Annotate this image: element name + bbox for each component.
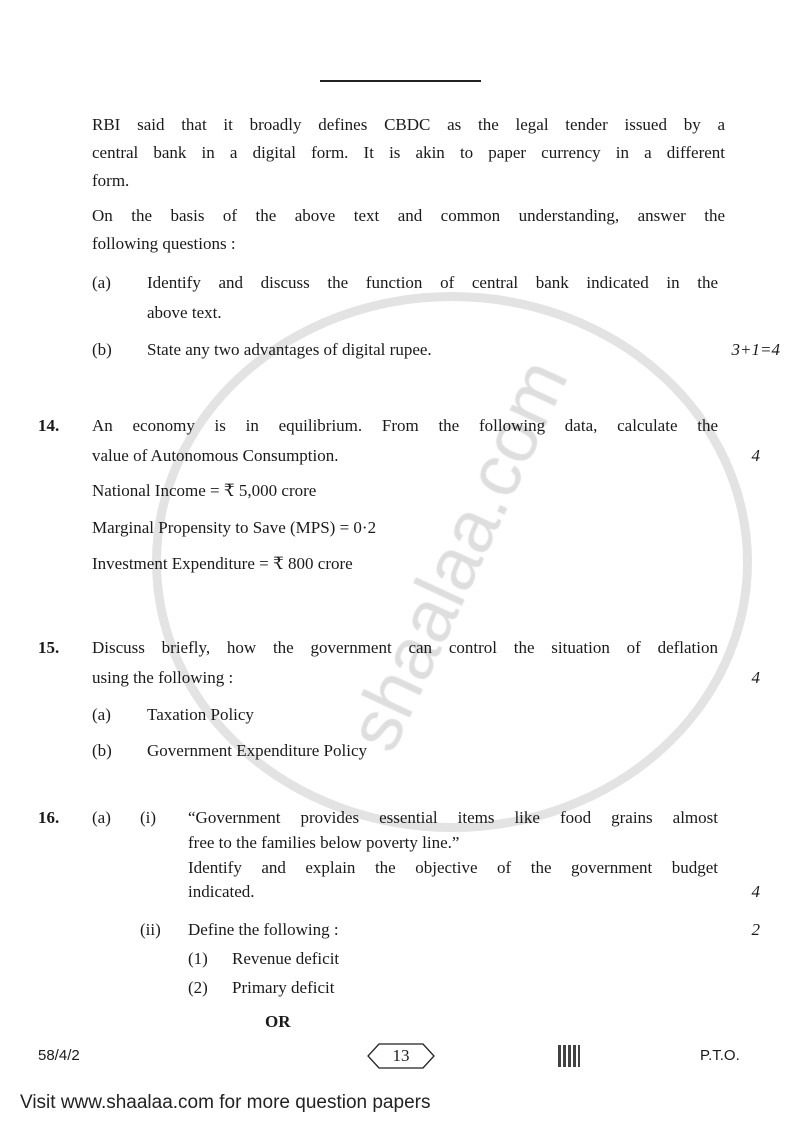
- q14-data: Investment Expenditure = ₹ 800 crore: [92, 554, 353, 573]
- q15-marks: 4: [751, 668, 760, 687]
- q16-item-label: (2): [188, 978, 208, 997]
- q16-item-text: Primary deficit: [232, 978, 335, 997]
- q14-text: value of Autonomous Consumption.: [92, 446, 339, 465]
- q13-b-text: State any two advantages of digital rupee.: [147, 340, 432, 359]
- passage-line: central bank in a digital form. It is akin to paper currency in a different: [92, 143, 725, 162]
- q16-i-text: Identify and explain the objective of the government budget: [188, 858, 718, 877]
- passage-line: RBI said that it broadly defines CBDC as the legal tender issued by a: [92, 115, 725, 134]
- q16-i-text: free to the families below poverty line.”: [188, 833, 460, 852]
- q14-text: An economy is in equilibrium. From the following data, calculate the: [92, 416, 718, 435]
- paper-code: 58/4/2: [38, 1047, 80, 1064]
- visit-link[interactable]: Visit www.shaalaa.com for more question papers: [20, 1092, 431, 1113]
- q16-i-text: “Government provides essential items like food grains almost: [188, 808, 718, 827]
- page-number: 13: [392, 1046, 410, 1065]
- q16-a-label: (a): [92, 808, 111, 827]
- pto-label: P.T.O.: [700, 1047, 740, 1064]
- q15-b-label: (b): [92, 741, 112, 760]
- instruction-line: following questions :: [92, 234, 236, 253]
- q14-data: Marginal Propensity to Save (MPS) = 0·2: [92, 518, 377, 537]
- q15-a-label: (a): [92, 705, 111, 724]
- q15-a-text: Taxation Policy: [147, 705, 254, 724]
- q13-a-label: (a): [92, 273, 111, 292]
- q15-text: using the following :: [92, 668, 234, 687]
- q14-data: National Income = ₹ 5,000 crore: [92, 481, 317, 500]
- q16-i-marks: 4: [751, 882, 760, 901]
- q15-number: 15.: [38, 638, 60, 657]
- q14-marks: 4: [751, 446, 760, 465]
- page-number-badge: [367, 1043, 435, 1069]
- top-rule: [320, 80, 481, 82]
- q16-i-text: indicated.: [188, 882, 255, 901]
- q16-item-text: Revenue deficit: [232, 949, 340, 968]
- q13-marks: 3+1=4: [731, 340, 780, 359]
- q16-ii-text: Define the following :: [188, 920, 339, 939]
- q13-b-label: (b): [92, 340, 112, 359]
- q15-text: Discuss briefly, how the government can control the situation of deflation: [92, 638, 718, 657]
- q16-i-label: (i): [140, 808, 157, 827]
- q16-ii-marks: 2: [751, 920, 760, 939]
- q14-number: 14.: [38, 416, 60, 435]
- passage-line: form.: [92, 171, 130, 190]
- q16-number: 16.: [38, 808, 60, 827]
- q16-ii-label: (ii): [140, 920, 161, 939]
- q13-a-text: Identify and discuss the function of central bank indicated in the: [147, 273, 718, 292]
- q16-item-label: (1): [188, 949, 208, 968]
- qr-code-icon: [558, 1045, 580, 1067]
- q15-b-text: Government Expenditure Policy: [147, 741, 368, 760]
- instruction-line: On the basis of the above text and common understanding, answer the: [92, 206, 725, 225]
- q13-a-text: above text.: [147, 303, 222, 322]
- or-label: OR: [265, 1012, 291, 1031]
